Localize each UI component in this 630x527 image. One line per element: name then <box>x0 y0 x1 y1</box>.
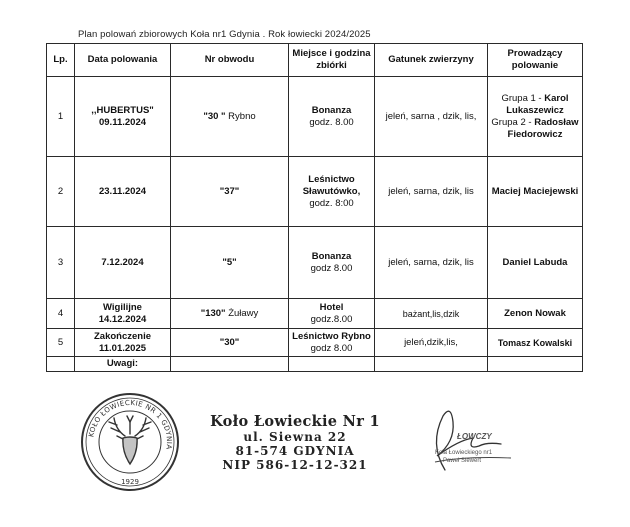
stamp-street: ul. Siewna 22 <box>243 430 347 444</box>
row-place-line1: Hotel <box>319 301 344 313</box>
header-district: Nr obwodu <box>171 44 289 77</box>
row-leader-group1-first: Karol <box>544 92 569 104</box>
header-leader-line1: Prowadzący <box>507 48 563 59</box>
row-leader <box>488 77 583 157</box>
address-stamp <box>200 413 390 472</box>
signature-person: Paweł Siewert <box>443 458 482 464</box>
header-leader <box>488 44 583 77</box>
row-leader-line1 <box>491 93 579 105</box>
row-place <box>289 329 375 357</box>
header-place <box>289 44 375 77</box>
header-game: Gatunek zwierzyny <box>375 44 488 77</box>
row-leader: Maciej Maciejewski <box>488 157 583 227</box>
row-place-line1: Leśnictwo <box>308 173 355 185</box>
row-date-line2: 14.12.2024 <box>98 313 147 325</box>
row-place <box>289 77 375 157</box>
table-row <box>47 299 583 329</box>
row-leader-line4: Fiedorowicz <box>507 128 563 140</box>
row-date-line1: Wigilijne <box>103 301 142 313</box>
notes-empty-cell <box>47 357 75 372</box>
header-date: Data polowania <box>75 44 171 77</box>
header-place-line1: Miejsce i godzina <box>292 48 371 59</box>
table-row <box>47 157 583 227</box>
row-place-line2: godz. 8.00 <box>309 116 354 128</box>
row-district: "37" <box>171 157 289 227</box>
header-lp: Lp. <box>47 44 75 77</box>
row-lp: 4 <box>47 299 75 329</box>
club-seal-icon <box>80 392 180 492</box>
signature-block <box>415 400 525 480</box>
row-district-name: Rybno <box>225 110 256 122</box>
row-district-number: "130" <box>200 307 226 319</box>
row-leader-line2: Lukaszewicz <box>506 104 564 116</box>
notes-row <box>47 357 583 372</box>
notes-cell <box>375 357 488 372</box>
stamp-city: 81-574 GDYNIA <box>235 444 355 458</box>
row-lp: 5 <box>47 329 75 357</box>
row-place-line2: godz.8.00 <box>310 313 353 325</box>
row-place-line2: Sławutówko, <box>302 185 361 197</box>
row-date <box>75 299 171 329</box>
header-place-line2: zbiórki <box>316 60 347 71</box>
row-date <box>75 77 171 157</box>
notes-cell <box>488 357 583 372</box>
signature-title: ŁOWCZY <box>457 432 492 441</box>
row-leader: Zenon Nowak <box>488 299 583 329</box>
row-date-line2: 11.01.2025 <box>98 342 147 354</box>
table-row <box>47 227 583 299</box>
row-leader: Tomasz Kowalski <box>488 329 583 357</box>
row-lp: 1 <box>47 77 75 157</box>
row-date <box>75 329 171 357</box>
row-place <box>289 227 375 299</box>
table-header-row <box>47 44 583 77</box>
notes-label: Uwagi: <box>75 357 171 372</box>
row-date-line2: 09.11.2024 <box>98 116 147 128</box>
row-date: 23.11.2024 <box>75 157 171 227</box>
row-lp: 3 <box>47 227 75 299</box>
row-game: bażant,lis,dzik <box>375 299 488 329</box>
row-game: jeleń,dzik,lis, <box>375 329 488 357</box>
notes-cell <box>171 357 289 372</box>
row-district-name: Żuławy <box>225 307 259 319</box>
row-leader-group2-first: Radosław <box>534 116 579 128</box>
hunt-plan-table <box>46 43 583 372</box>
row-date: 7.12.2024 <box>75 227 171 299</box>
row-district <box>171 77 289 157</box>
document-title: Plan polowań zbiorowych Koła nr1 Gdynia . Rok łowiecki 2024/2025 <box>78 29 371 40</box>
row-place-line1: Bonanza <box>311 104 352 116</box>
row-district: "5" <box>171 227 289 299</box>
row-place-line2: godz 8.00 <box>310 342 353 354</box>
header-leader-line2: polowanie <box>511 60 559 71</box>
row-game: jeleń, sarna, dzik, lis <box>375 227 488 299</box>
row-leader-line3 <box>491 117 579 129</box>
signature-org: Koła Łowieckiego nr1 <box>435 450 493 456</box>
row-date-line1: Zakończenie <box>93 330 152 342</box>
seal-ring-text: KOŁO ŁOWIECKIE NR 1 GDYNIA <box>87 398 174 451</box>
row-place-line1: Bonanza <box>311 250 352 262</box>
row-game: jeleń, sarna , dzik, lis, <box>375 77 488 157</box>
row-place <box>289 157 375 227</box>
seal-year: 1929 <box>121 478 139 486</box>
row-place-line3: godz. 8:00 <box>309 197 354 209</box>
row-leader: Daniel Labuda <box>488 227 583 299</box>
row-leader-group1-label: Grupa 1 - <box>501 92 545 104</box>
row-date-line1: ,,HUBERTUS" <box>91 104 154 116</box>
row-lp: 2 <box>47 157 75 227</box>
row-district: "30" <box>171 329 289 357</box>
row-place-line2: godz 8.00 <box>310 262 353 274</box>
table-row <box>47 77 583 157</box>
row-game: jeleń, sarna, dzik, lis <box>375 157 488 227</box>
notes-cell <box>289 357 375 372</box>
row-district <box>171 299 289 329</box>
row-place-line1: Leśnictwo Rybno <box>292 330 371 342</box>
row-leader-group2-label: Grupa 2 - <box>491 116 535 128</box>
table-row <box>47 329 583 357</box>
stag-head-icon <box>109 416 151 464</box>
stamp-nip: NIP 586-12-12-321 <box>222 458 368 472</box>
row-place <box>289 299 375 329</box>
row-district-number: "30 " <box>203 110 226 122</box>
stamp-club-name: Koło Łowieckie Nr 1 <box>210 413 380 430</box>
